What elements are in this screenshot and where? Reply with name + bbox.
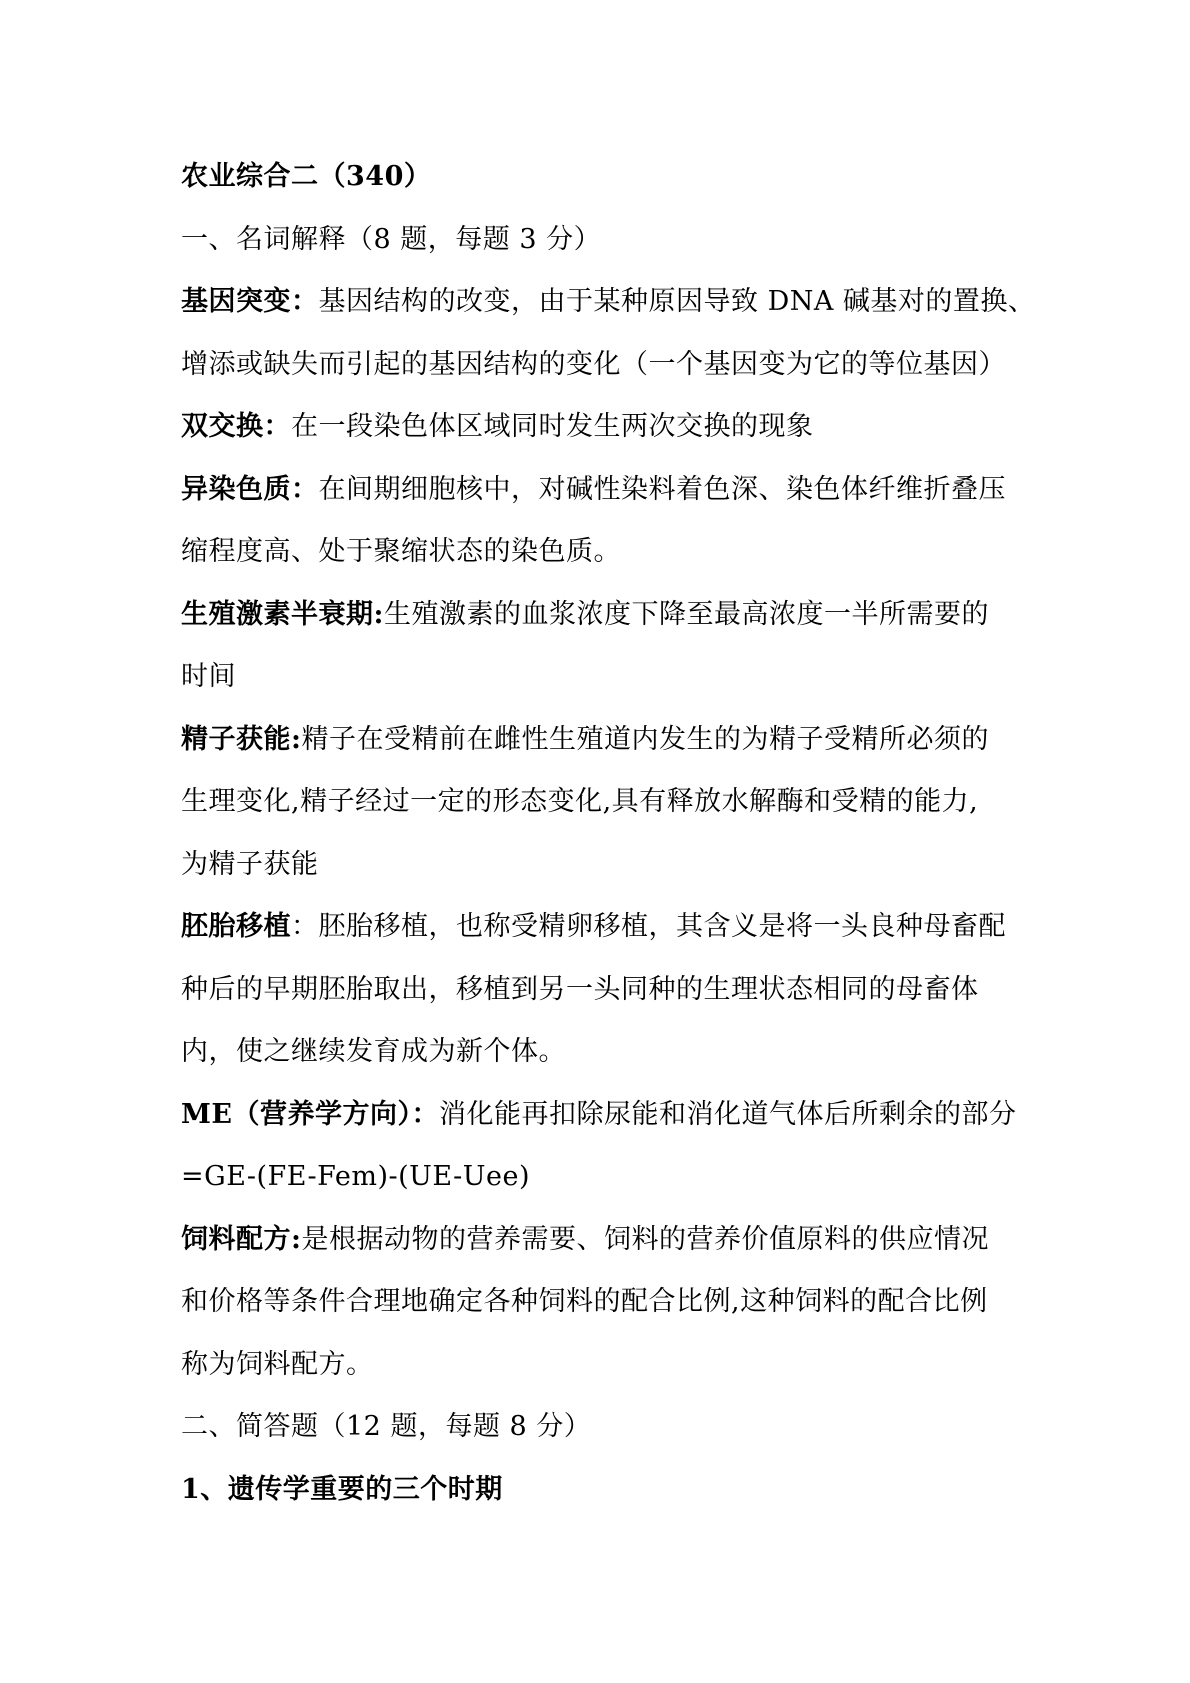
formula-line: =GE-(FE-Fem)-(UE-Uee) <box>181 1161 530 1192</box>
term-entry <box>181 1084 1021 1147</box>
term-definition-continued: 为精子获能 <box>181 848 319 880</box>
term-label: 生殖激素半衰期: <box>181 598 384 630</box>
document-page <box>181 146 1036 1521</box>
term-definition-continued: 种后的早期胚胎取出，移植到另一头同种的生理状态相同的母畜体 <box>181 973 979 1005</box>
term-definition: 基因结构的改变，由于某种原因导致 DNA 碱基对的置换、 <box>318 286 1036 317</box>
term-definition: 是根据动物的营养需要、饲料的营养价值原料的供应情况 <box>301 1223 989 1255</box>
term-definition-continued: 称为饲料配方。 <box>181 1348 374 1380</box>
section-heading-short-answer: 二、简答题（12 题，每题 8 分） <box>181 1411 592 1442</box>
term-label: 基因突变： <box>181 286 319 317</box>
term-definition-continued: 增添或缺失而引起的基因结构的变化（一个基因变为它的等位基因） <box>181 348 1006 380</box>
term-definition-continued: 时间 <box>181 661 236 692</box>
term-entry <box>181 1209 1021 1272</box>
section-heading-definitions: 一、名词解释（8 题，每题 3 分） <box>181 223 602 255</box>
term-definition-continued: 缩程度高、处于聚缩状态的染色质。 <box>181 536 621 567</box>
term-definition-continued: 和价格等条件合理地确定各种饲料的配合比例,这种饲料的配合比例 <box>181 1286 988 1317</box>
term-entry <box>181 584 1021 647</box>
term-definition: 生殖激素的血浆浓度下降至最高浓度一半所需要的 <box>383 598 989 630</box>
term-label: 异染色质： <box>181 473 319 505</box>
term-definition: ：胚胎移植，也称受精卵移植，其含义是将一头良种母畜配 <box>291 911 1006 942</box>
term-label: 双交换： <box>181 411 291 442</box>
term-entry <box>181 396 1021 459</box>
term-definition: 消化能再扣除尿能和消化道气体后所剩余的部分 <box>438 1098 1017 1130</box>
question-heading: 1、遗传学重要的三个时期 <box>181 1473 503 1505</box>
term-entry <box>181 896 1021 959</box>
term-definition: 在间期细胞核中，对碱性染料着色深、染色体纤维折叠压 <box>318 473 1006 505</box>
term-entry <box>181 459 1021 522</box>
term-label: 饲料配方: <box>181 1223 302 1255</box>
term-label: 胚胎移植 <box>181 911 291 942</box>
term-label: 精子获能: <box>181 723 302 755</box>
term-definition-continued: 生理变化,精子经过一定的形态变化,具有释放水解酶和受精的能力, <box>181 786 979 817</box>
term-entry <box>181 271 1036 334</box>
page-title: 农业综合二（340） <box>181 161 432 192</box>
term-entry <box>181 709 1021 772</box>
term-definition: 在一段染色体区域同时发生两次交换的现象 <box>291 411 814 442</box>
term-label: ME（营养学方向）： <box>181 1098 439 1130</box>
term-definition-continued: 内，使之继续发育成为新个体。 <box>181 1036 566 1067</box>
term-definition: 精子在受精前在雌性生殖道内发生的为精子受精所必须的 <box>301 723 989 755</box>
